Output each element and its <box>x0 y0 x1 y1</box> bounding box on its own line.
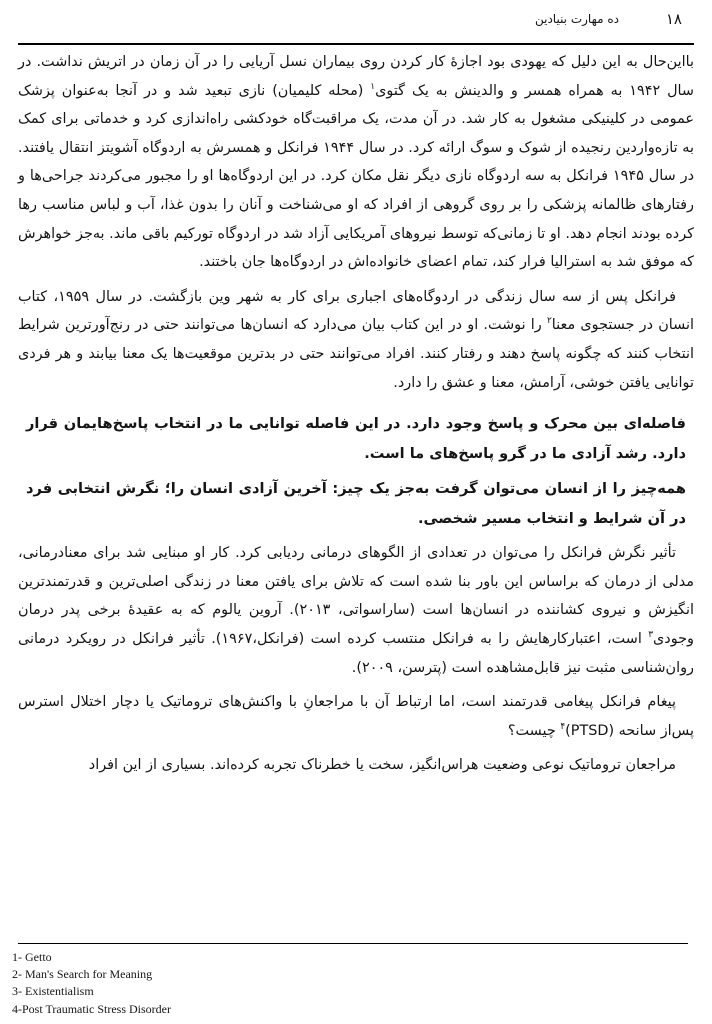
footnote-mark: ۳ <box>648 630 654 641</box>
paragraph: مراجعان تروماتیک نوعی وضعیت هراس‌انگیز، سخت یا خطرناک تجربه کرده‌اند. بسیاری از این افراد <box>88 757 676 774</box>
footnote: 2- Man's Search for Meaning <box>12 967 153 982</box>
running-head <box>18 6 694 36</box>
paragraph: بااین‌حال به این دلیل که یهودی بود اجازۀ کار کردن روی بیماران نسل آریایی را در آن زمان در اتریش نداشت. در سال ۱۹۴۲ به همراه همسر و والدینش به یک گتوی$^۱$ (محله کلیمیان) نازی تبعید شد و در آنجا به‌عنوان پزشک عمومی در کلینیکی مشغول به کار شد. در آن مدت، یک مراقبت‌گاه خودکشی راه‌اندازی کرد و خدماتی برای کمک به تازه‌واردین رنجیده از شوک و سوگ ارائه کرد. در سال ۱۹۴۴ فرانکل و همسرش به اردوگاه آشویتز انتقال یافتند. در سال ۱۹۴۵ فرانکل به سه اردوگاه نازی دیگر نقل مکان کرد. در این اردوگاه‌ها او را مجبور می‌کردند جراحی‌ها و رفتارهای ظالمانه پزشکی را بر روی گروهی از افراد که او می‌شناخت و آنان را بدون غذا، آب و لباس مناسب رها کرده بودند انجام دهد. او تا زمانی‌که توسط نیروهای آمریکایی آزاد شد در اردوگاه تورکیم باقی ماند. به‌جز خواهرش که موفق شد به استرالیا فرار کند، تمام اعضای خانواده‌اش در اردوگاه‌ها جان باختند. <box>18 54 695 271</box>
paragraph: فرانکل پس از سه سال زندگی در اردوگاه‌های اجباری برای کار به شهر وین بازگشت. در سال ۱۹۵۹، کتاب انسان در جستجوی معنا$^۲$ را نوشت. او در این کتاب بیان می‌دارد که انسان‌ها می‌توانند حتی در رنج‌آورترین شرایط انتخاب کنند که چگونه پاسخ دهند و رفتار کنند. افراد می‌توانند حتی در بدترین موقعیت‌ها یک معنا بیابند و هر فردی توانایی یافتن خوشی، آرامش، معنا و عشق را دارد. <box>18 288 694 391</box>
footnote: 4-Post Traumatic Stress Disorder <box>12 1001 171 1016</box>
footnotes <box>12 949 171 1018</box>
paragraph: پیغام فرانکل پیغامی قدرتمند است، اما ارتباط آن با مراجعانِ با واکنش‌های تروماتیک یا دچار اختلال استرس پس‌از سانحه (PTSD)$^۴$ چیست؟ <box>18 694 694 739</box>
footnote: 3- Existentialism <box>12 984 94 999</box>
footnote-mark: ۱ <box>370 81 376 92</box>
body-text <box>18 48 694 786</box>
footnote: 1- Getto <box>12 950 52 964</box>
paragraph: تأثیر نگرش فرانکل را می‌توان در تعدادی از الگوهای درمانی ردیابی کرد. کار او مبنایی شد برای معنادرمانی، مدلی از درمان که براساس این باور بنا شده است که تلاش برای یافتن معنا در زندگی اصلی‌ترین و قدرتمندترین انگیزش و نیروی کشاننده در انسان‌ها است (ساراسواتی، ۲۰۱۳). آروین یالوم که به عقیدۀ برخی پدر درمان وجودی$^۳$ است، اعتبارکارهایش را به فرانکل منتسب کرده است (فرانکل،۱۹۶۷). تأثیر فرانکل در رویکرد درمانی روان‌شناسی مثبت نیز قابل‌مشاهده است (پترسن، ۲۰۰۹). <box>18 545 694 676</box>
quote: همه‌چیز را از انسان می‌توان گرفت به‌جز یک چیز: آخرین آزادی انسان را؛ نگرش انتخابی فرد در آن شرایط و انتخاب مسیر شخصی. <box>26 480 686 527</box>
footnote-rule <box>18 943 688 944</box>
header-rule <box>18 43 694 45</box>
running-head-title: ده مهارت بنیادین <box>534 12 619 26</box>
page-number: ۱۸ <box>665 10 682 28</box>
footnote-mark: ۴ <box>560 721 566 732</box>
quote: فاصله‌ای بین محرک و پاسخ وجود دارد. در این فاصله توانایی ما در انتخاب پاسخ‌هایمان قرار دارد. رشد آزادی ما در گرو پاسخ‌های ما است. <box>26 415 686 462</box>
footnote-mark: ۲ <box>546 316 552 327</box>
